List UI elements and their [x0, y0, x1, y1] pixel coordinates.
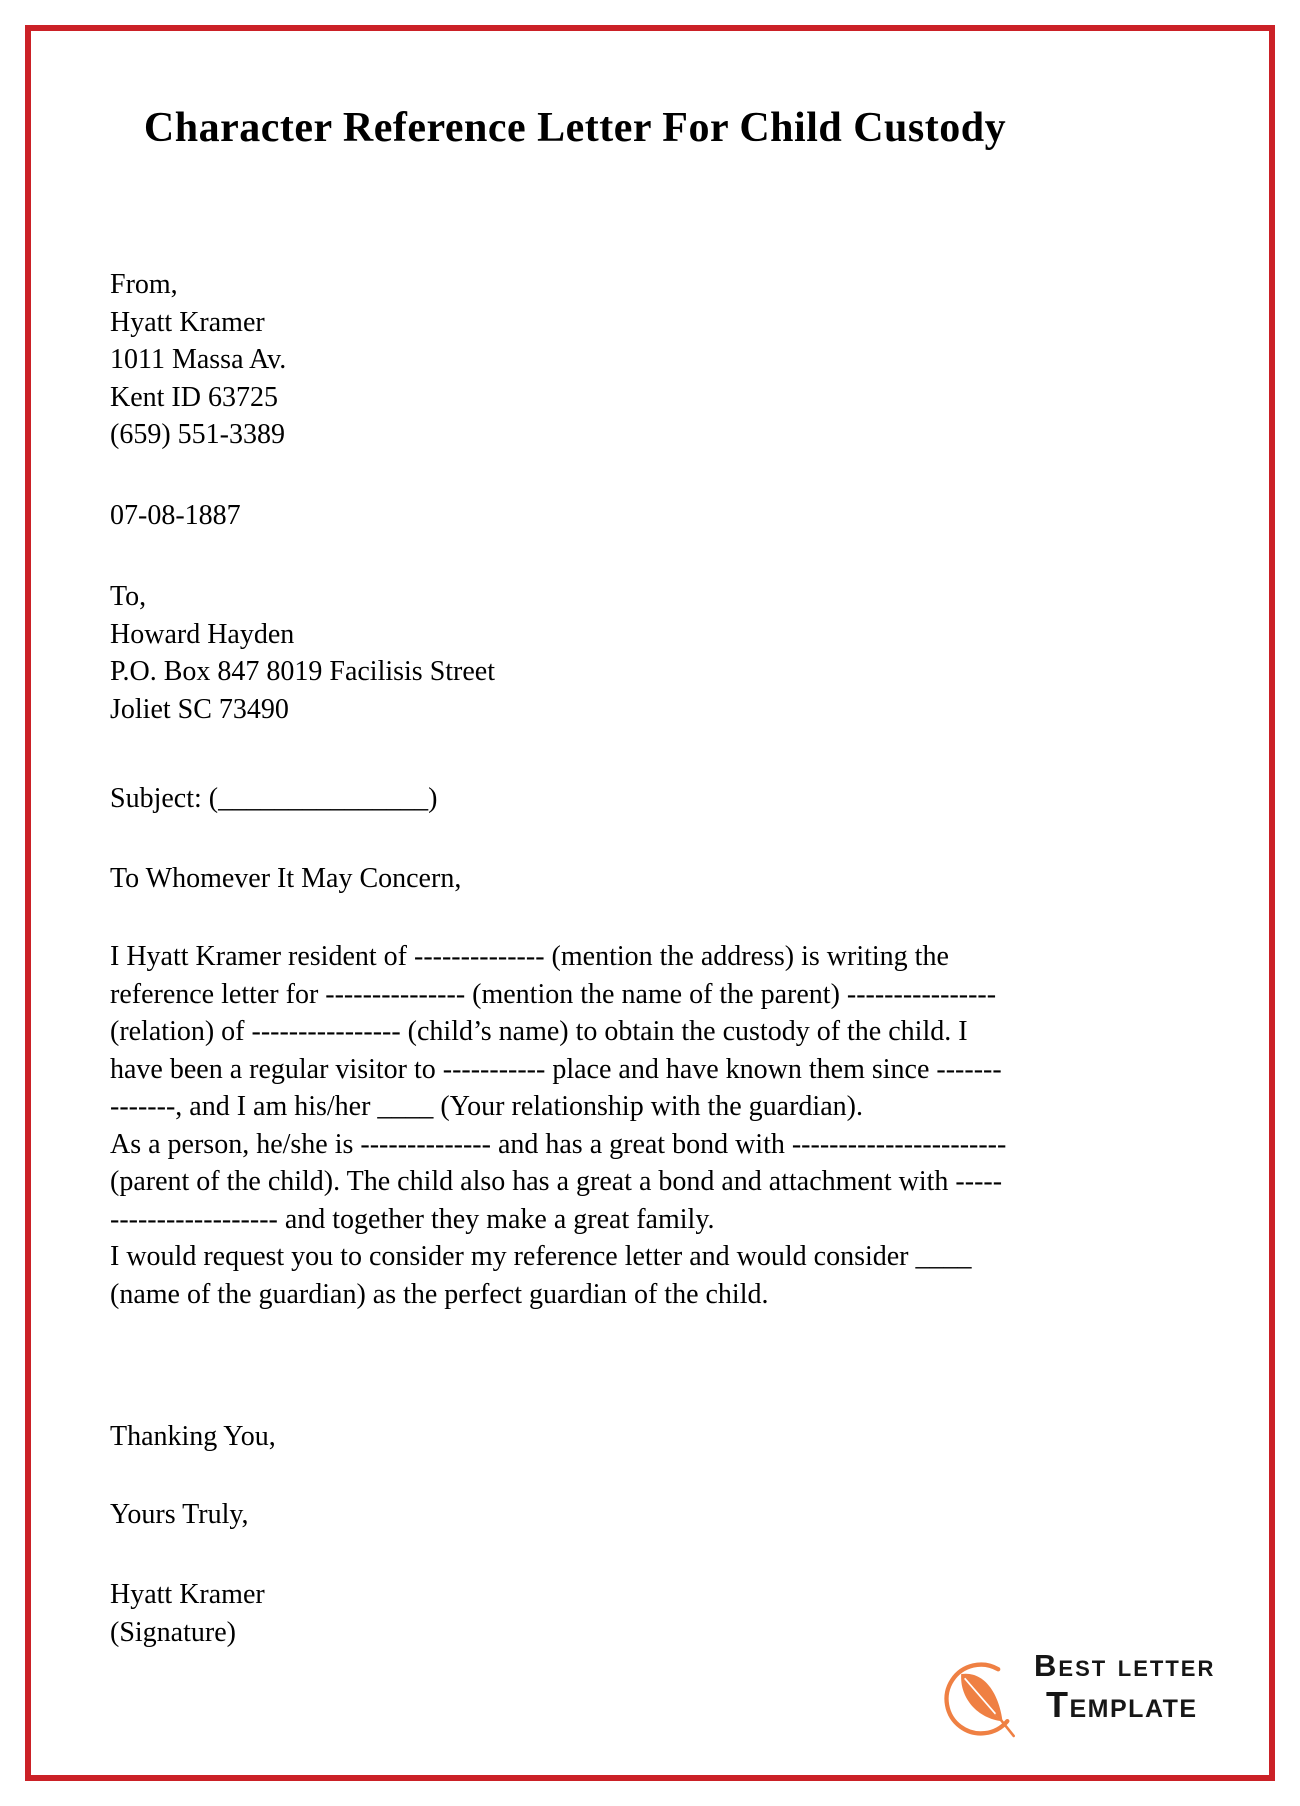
- body-line: (parent of the child). The child also has a great a bond and attachment with -----: [110, 1166, 1003, 1197]
- body-line: (name of the guardian) as the perfect guardian of the child.: [110, 1278, 769, 1310]
- recipient-block: [110, 578, 495, 728]
- logo-line2: Template: [1046, 1684, 1198, 1725]
- recipient-name: Howard Hayden: [110, 618, 295, 650]
- salutation: To Whomever It May Concern,: [110, 863, 462, 894]
- letter-date: 07-08-1887: [110, 500, 241, 531]
- sender-name: Hyatt Kramer: [110, 306, 265, 338]
- sender-block: [110, 266, 286, 454]
- body-line: (relation) of ---------------- (child’s name) to obtain the custody of the child. I: [110, 1016, 968, 1047]
- logo-line1: Best letter: [1034, 1648, 1216, 1683]
- page-title: Character Reference Letter For Child Custody: [143, 105, 1007, 151]
- body-line: -------, and I am his/her ____ (Your relationship with the guardian).: [110, 1091, 863, 1122]
- sender-phone: (659) 551-3389: [110, 419, 285, 450]
- sender-city: Kent ID 63725: [110, 381, 278, 413]
- feather-icon: [938, 1656, 1024, 1742]
- signature-note: (Signature): [110, 1616, 236, 1648]
- body-line: I would request you to consider my reference letter and would consider ____: [110, 1241, 972, 1272]
- logo-text: [1034, 1650, 1215, 1723]
- body-line: As a person, he/she is -------------- and has a great bond with -----------------------: [110, 1128, 1007, 1160]
- sender-street: 1011 Massa Av.: [110, 344, 287, 375]
- signatory-name: Hyatt Kramer: [110, 1579, 265, 1610]
- body-line: I Hyatt Kramer resident of -------------- (mention the address) is writing the: [110, 941, 949, 972]
- recipient-city: Joliet SC 73490: [110, 693, 289, 725]
- best-letter-template-logo: [938, 1650, 1215, 1742]
- sender-label: From,: [110, 269, 178, 300]
- body-line: have been a regular visitor to ----------- place and have known them since -------: [110, 1053, 1002, 1085]
- recipient-label: To,: [110, 581, 147, 612]
- subject-line: Subject: (_______________): [110, 783, 438, 814]
- body-line: reference letter for --------------- (mention the name of the parent) ----------------: [110, 978, 997, 1010]
- signature-block: [110, 1576, 265, 1651]
- body-line: ------------------ and together they make a great family.: [110, 1203, 715, 1235]
- closing-thanks: Thanking You,: [110, 1421, 276, 1452]
- recipient-street: P.O. Box 847 8019 Facilisis Street: [110, 656, 496, 687]
- letter-body: [110, 938, 1060, 1313]
- closing-valediction: Yours Truly,: [110, 1499, 249, 1530]
